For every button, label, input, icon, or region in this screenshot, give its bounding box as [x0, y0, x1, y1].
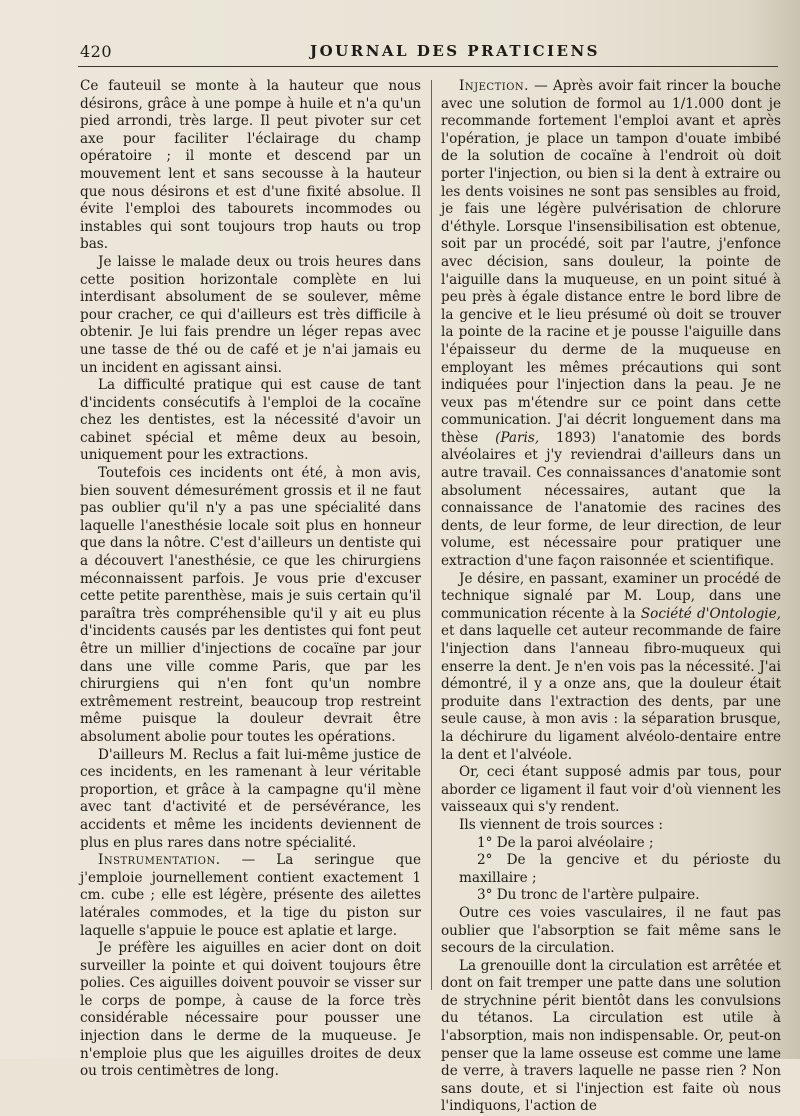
paragraph-instrumentation	[80, 852, 421, 940]
loup-text-continued: et dans laquelle cet auteur recommande de faire l'injection dans l'anneau fibro-muqueux qui enserre la dent. Je n'en vois pas la nécessité. J'ai démontré, il y a onze ans, que la douleur était produite dans l'extraction des dents, par une seule cause, à mon avis : la séparation brusque, la déchirure du ligament alvéolo-dentaire entre la dent et l'alvéole.	[441, 623, 781, 763]
instrumentation-text: — La seringue que j'emploie journellement contient exactement 1 cm. cube ; elle est légère, présente des ailettes latérales commodes, et la tige du piston sur laquelle s'appuie le pouce est aplatie et large.	[80, 852, 421, 939]
page-number: 420	[80, 42, 113, 61]
paragraph-injection	[441, 78, 781, 571]
list-item: 3° Du tronc de l'artère pulpaire.	[477, 887, 700, 904]
paragraph-practical-difficulty: La difficulté pratique qui est cause de tant d'incidents consécutifs à l'emploi de la cocaïne chez les dentistes, est la nécessité d'avoir un cabinet spécial et même deux au besoin, uniquement pour les extractions.	[80, 377, 421, 464]
column-divider	[431, 80, 432, 990]
paragraph-ligament: Or, ceci étant supposé admis par tous, pour aborder ce ligament il faut voir d'où viennent les vaisseaux qui s'y rendent.	[441, 764, 781, 816]
paragraph-rest-position: Je laisse le malade deux ou trois heures dans cette position horizontale complète en lui interdisant absolument de se soulever, même pour cracher, ce qui d'ailleurs est très difficile à obtenir. Je lui fais prendre un léger repas avec une tasse de thé ou de café et je n'ai jamais eu un incident en agissant ainsi.	[80, 253, 421, 376]
left-column	[80, 78, 421, 1080]
journal-title: JOURNAL DES PRATICIENS	[310, 42, 600, 60]
running-header	[0, 40, 800, 68]
section-label-injection: Injection.	[459, 78, 529, 94]
paragraph-needles: Je préfère les aiguilles en acier dont on doit surveiller la pointe et qui doivent toujours être polies. Ces aiguilles doivent pouvoir se visser sur le corps de pompe, à cause de la force très considérable nécessaire pour pousser une injection dans le derme de la muqueuse. Je n'emploie plus que les aiguilles droites de deux ou trois centimètres de long.	[80, 940, 421, 1080]
list-item: 1° De la paroi alvéolaire ;	[477, 834, 654, 851]
header-rule	[78, 66, 778, 67]
right-column	[441, 78, 781, 1115]
paragraph-reclus: D'ailleurs M. Reclus a fait lui-même justice de ces incidents, en les ramenant à leur véritable proportion, et grâce à la campagne qu'il mène avec tant d'activité et de persévérance, les accidents et même les incidents deviennent de plus en plus rares dans notre spécialité.	[80, 746, 421, 851]
society-name: Société d'Ontologie,	[640, 605, 781, 622]
thesis-citation: (Paris,	[495, 429, 540, 446]
list-item: 2° De la gencive et du périoste du maxillaire ;	[459, 852, 781, 886]
loup-text: Je désire, en passant, examiner un procédé de technique signalé par M. Loup, dans une communication récente à la	[441, 570, 781, 622]
injection-text-continued: 1893) l'anatomie des bords alvéolaires et j'y reviendrai d'ailleurs dans un autre travail. Ces connaissances d'anatomie sont absolument nécessaires, autant que la connaissance de l'anatomie des racines des dents, de leur forme, de leur direction, de leur volume, est nécessaire pour pratiquer une extraction d'une façon raisonnée et scientifique.	[441, 429, 781, 570]
paragraph-incidents: Toutefois ces incidents ont été, à mon avis, bien souvent démesurément grossis et il ne faut pas oublier qu'il n'y a pas une spécialité dans laquelle l'anesthésie locale soit plus en honneur que dans la nôtre. C'est d'ailleurs un dentiste qui a découvert l'anesthésie, ce que les chirurgiens méconnaissent parfois. Je vous prie d'excuser cette petite parenthèse, mais je suis certain qu'il paraîtra très compréhensible qu'il y ait eu plus d'incidents causés par les dentistes qui font peut être un millier d'injections de cocaïne par jour dans une ville comme Paris, que par les chirurgiens qui n'en font qu'un nombre extrêmement restreint, beaucoup trop restreint même puisque la douleur devrait être absolument abolie pour toutes les opérations.	[80, 465, 421, 745]
paragraph-loup-procedure	[441, 571, 781, 765]
paragraph-frog: La grenouille dont la circulation est arrêtée et dont on fait tremper une patte dans une solution de strychnine périt bientôt dans les convulsions du tétanos. La circulation est utile à l'absorption, mais non indispensable. Or, peut-on penser que la lame osseuse est comme une lame de verre, à travers laquelle ne passe rien ? Non sans doute, et si l'injection est faite où nous l'indiquons, l'action de	[441, 957, 781, 1115]
section-label-instrumentation: Instrumentation.	[98, 852, 221, 869]
paragraph-absorption: Outre ces voies vasculaires, il ne faut pas oublier que l'absorption se fait même sans le secours de la circulation.	[441, 904, 781, 957]
paragraph-armchair: Ce fauteuil se monte à la hauteur que nous désirons, grâce à une pompe à huile et n'a qu'un pied arrondi, très large. Il peut pivoter sur cet axe pour faciliter l'éclairage du champ opératoire ; il monte et descend par un mouvement lent et sans secousse à la hauteur que nous désirons et est d'une fixité absolue. Il évite l'emploi des tabourets incommodes ou instables qui sont toujours trop hauts ou trop bas.	[80, 78, 421, 253]
paragraph-sources: Ils viennent de trois sources :	[459, 816, 663, 833]
injection-text: — Après avoir fait rincer la bouche avec une solution de formol au 1/1.000 dont je recommande fortement l'emploi avant et après l'opération, je place un tampon d'ouate imbibé de la solution de cocaïne à l'endroit où doit porter l'injection, ou bien si la dent à extraire ou les dents voisines ne sont pas sensibles au froid, je fais une légère pulvérisation de chlorure d'éthyle. Lorsque l'insensibilisation est obtenue, soit par un procédé, soit par l'autre, j'enfonce avec décision, sans douleur, la pointe de l'aiguille dans la muqueuse, en un point situé à peu près à égale distance entre le bord libre de la gencive et le lieu présumé où doit se trouver la pointe de la racine et je pousse l'aiguille dans l'épaisseur du derme de la muqueuse en employant les mêmes précautions qui sont indiquées pour l'injection dans la peau. Je ne veux pas m'étendre sur ce point dans cette communication. J'ai décrit longuement dans ma thèse	[441, 78, 781, 446]
